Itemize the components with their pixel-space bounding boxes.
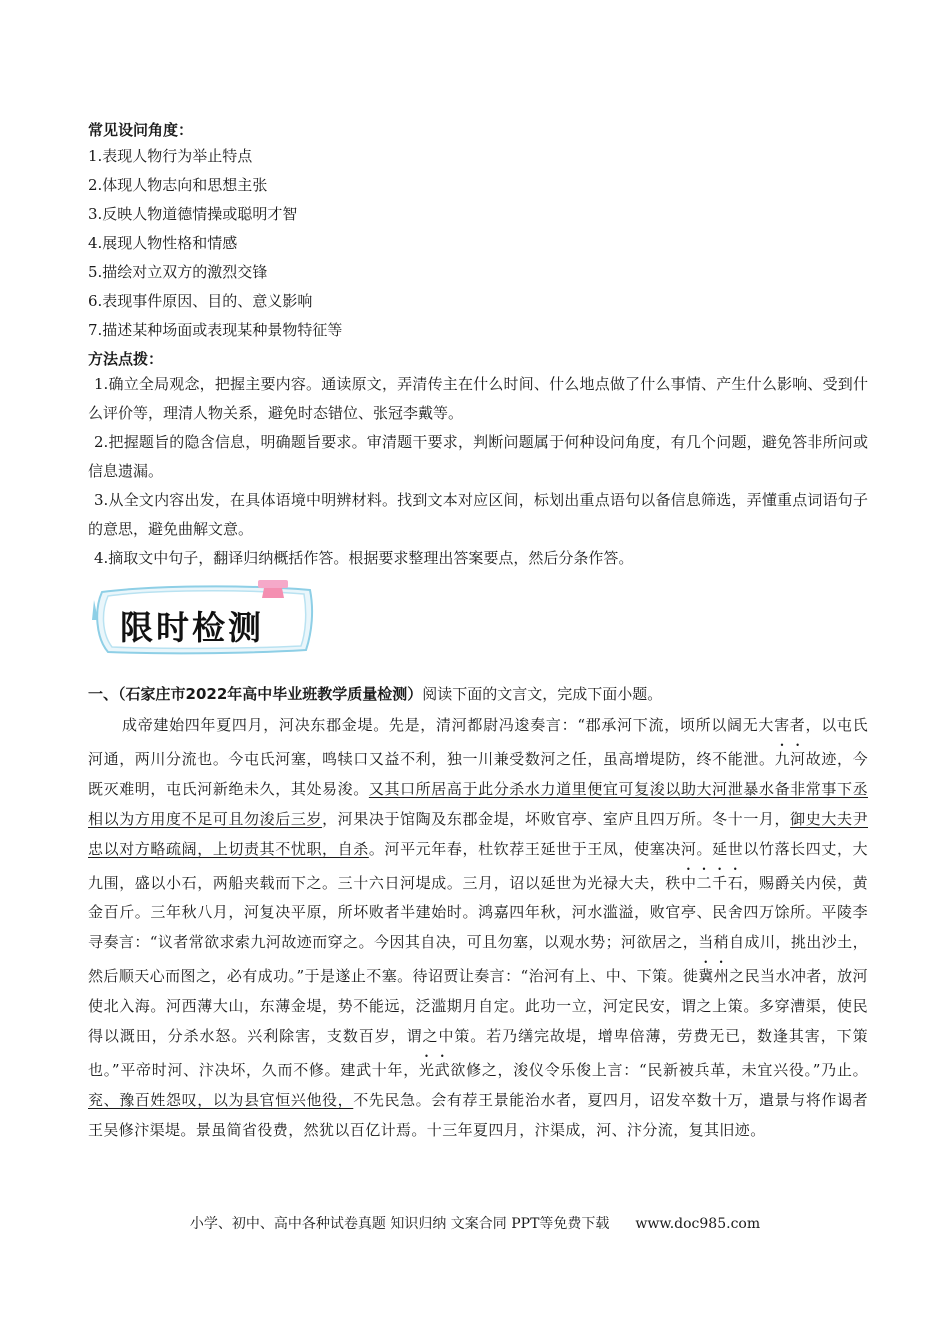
question-number: 一、 (88, 685, 119, 703)
method-item-4: 4.摘取文中句子，翻译归纳概括作答。根据要求整理出答案要点，然后分条作答。 (94, 549, 634, 567)
method-item-1: 1.确立全局观念，把握主要内容。通读原文，弄清传主在什么时间、什么地点做了什么事情、产生什么影响、受到什么评价等，理清人物关系，避免时态错位、张冠李戴等。 (88, 375, 868, 422)
question-instruction: 阅读下面的文言文，完成下面小题。 (422, 685, 663, 703)
passage-text: 故迹，今既灭难明，屯氏河新绝未久，其处易浚。 (88, 749, 868, 798)
passage-text: 。河平元年春，杜钦荐王延世于王凤，使塞决河。延世以竹落长四丈，大九围，盛以小石，两船夹载而下之。三十六日河堤成。三月，诏以延世为光禄大夫，秩 (88, 839, 868, 892)
method-item-3: 3.从全文内容出发，在具体语境中明辨材料。找到文本对应区间，标划出重点语句以备信息筛选，弄懂重点词语句子的意思，避免曲解文意。 (88, 491, 868, 538)
footer-text: 小学、初中、高中各种试卷真题 知识归纳 文案合同 PPT等免费下载 (189, 1216, 610, 1232)
passage-text: 之民当水冲者，放河使北入海。河西薄大山，东薄金堤，势不能远，泛滥期月自定。此功一立，河定民安，谓之上策。多穿漕渠，使民得以溉田，分杀水怒。兴利除害，支数百岁，谓之中策。若乃缮完故堤，增卑倍薄，劳费无已，数逢其害，下策也。”平帝时河、汴决坏，久而不修。建武十年， (88, 967, 868, 1079)
angle-item-3: 3.反映人物道德情操或聪明才智 (88, 205, 298, 223)
question-source: （石家庄市2022年高中毕业班教学质量检测） (118, 685, 423, 703)
angle-item-1: 1.表现人物行为举止特点 (88, 147, 253, 165)
angle-item-6: 6.表现事件原因、目的、意义影响 (88, 292, 313, 310)
passage-text: 欲修之，浚仪令乐俊上言：“民新被兵革，未宜兴役。”乃止。 (450, 1060, 868, 1079)
method-title: 方法点拨： (88, 350, 164, 368)
angles-title: 常见设问角度： (88, 121, 194, 139)
method-item-2: 2.把握题旨的隐含信息，明确题旨要求。审清题干要求，判断问题属于何种设问角度，有几个问题，避免答非所问或信息遗漏。 (88, 433, 868, 480)
dotted-term-zhong-erqian-shi: 中二千石 (680, 873, 744, 892)
section-banner (88, 580, 318, 660)
dotted-term-jizhou: 冀州 (698, 967, 730, 986)
banner-title: 限时检测 (120, 608, 264, 647)
passage-text: 成帝建始四年夏四月，河决东郡金堤。先是，清河都尉冯逡奏言：“郡承河下流，顷所以阔无大害者，以屯氏河通，两川分流也。今屯氏河塞，鸣犊口又益不利，独一川兼受数河之任，虽高增堤防，终不能泄。 (88, 716, 868, 768)
angle-item-7: 7.描述某种场面或表现某种景物特征等 (88, 321, 343, 339)
angle-item-2: 2.体现人物志向和思想主张 (88, 176, 268, 194)
page-footer (0, 1213, 950, 1233)
angle-item-5: 5.描绘对立双方的激烈交锋 (88, 263, 268, 281)
dotted-term-guangwu: 光武 (418, 1060, 451, 1079)
question-header (88, 683, 662, 704)
underlined-sentence-2: 御史大夫尹忠以对方略疏阔，上切责其不忧职，自杀 (88, 809, 868, 858)
angle-item-4: 4.展现人物性格和情感 (88, 234, 238, 252)
underlined-sentence-3: 兖、豫百姓怨叹，以为县官恒兴他役， (88, 1090, 354, 1109)
underlined-sentence-1: 又其口所居高于此分杀水力道里便宜可复浚以助大河泄暴水备非常事下丞相以为方用度不足可且勿浚后三岁 (88, 779, 868, 828)
footer-url: www.doc985.com (635, 1216, 761, 1232)
dotted-term-jiuhe: 九河 (774, 749, 806, 768)
passage-text: ，赐爵关内侯，黄金百斤。三年秋八月，河复决平原，所坏败者半建始时。鸿嘉四年秋，河水滥溢，败官亭、民舍四万馀所。平陵李寻奏言：“议者常欲求索九河故迹而穿之。今因其自决，可且勿塞，以观水势；河欲居之，当稍自成川，挑出沙土，然后顺天心而图之，必有成功。”于是遂止不塞。待诏贾让奏言：“治河有上、中、下策。徙 (88, 873, 868, 986)
passage-text: 不先民急。会有荐王景能治水者，夏四月，诏发卒数十万，遣景与将作谒者王吴修汴渠堤。景虽简省役费，然犹以百亿计焉。十三年夏四月，汴渠成，河、汴分流，复其旧迹。 (88, 1090, 868, 1139)
passage-text: ，河果决于馆陶及东郡金堤，坏败官亭、室庐且四万所。冬十一月， (322, 809, 791, 828)
classical-passage (88, 711, 868, 1146)
